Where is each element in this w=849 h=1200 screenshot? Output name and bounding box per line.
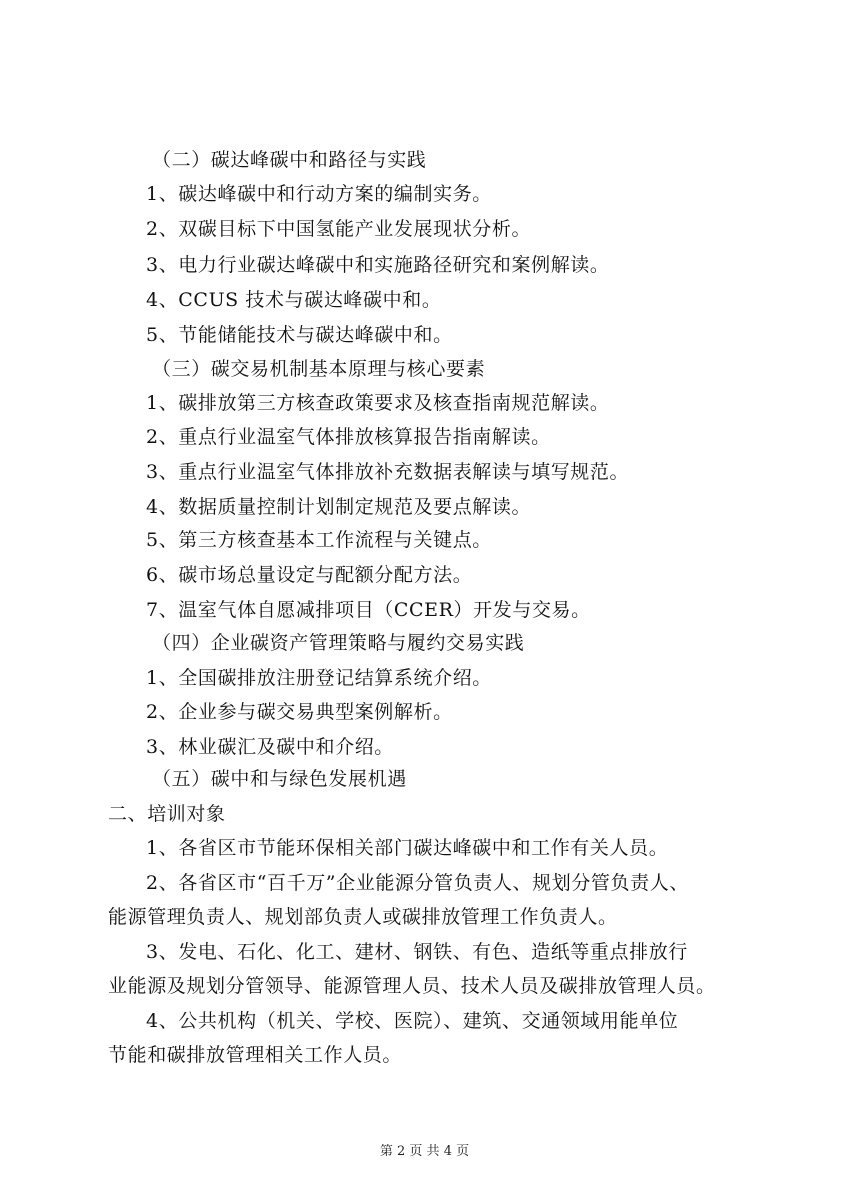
list-item: 5、第三方核查基本工作流程与关键点。 [146,529,492,551]
list-item: 3、林业碳汇及碳中和介绍。 [146,736,394,758]
subsection-heading: （四）企业碳资产管理策略与履约交易实践 [152,632,525,654]
list-item-continuation: 节能和碳排放管理相关工作人员。 [108,1044,403,1066]
list-item-continuation: 能源管理负责人、规划部负责人或碳排放管理工作负责人。 [108,906,618,928]
list-item: 1、碳达峰碳中和行动方案的编制实务。 [146,183,492,205]
list-item: 4、CCUS 技术与碳达峰碳中和。 [146,289,442,311]
page-number-footer: 第 2 页 共 4 页 [379,1144,470,1159]
section-heading: 二、培训对象 [108,803,226,825]
list-item-continuation: 业能源及规划分管领导、能源管理人员、技术人员及碳排放管理人员。 [108,975,716,997]
list-item: 2、双碳目标下中国氢能产业发展现状分析。 [146,218,532,240]
subsection-heading: （五）碳中和与绿色发展机遇 [152,768,407,790]
list-item: 6、碳市场总量设定与配额分配方法。 [146,564,473,586]
list-item: 5、节能储能技术与碳达峰碳中和。 [146,324,453,346]
list-item: 1、全国碳排放注册登记结算系统介绍。 [146,667,492,689]
list-item: 3、电力行业碳达峰碳中和实施路径研究和案例解读。 [146,254,610,276]
subsection-heading: （三）碳交易机制基本原理与核心要素 [152,358,486,380]
list-item: 1、各省区市节能环保相关部门碳达峰碳中和工作有关人员。 [146,837,669,859]
list-item: 2、各省区市“百千万”企业能源分管负责人、规划分管负责人、 [146,872,689,894]
list-item: 7、温室气体自愿减排项目（CCER）开发与交易。 [146,599,591,621]
list-item: 3、重点行业温室气体排放补充数据表解读与填写规范。 [146,461,630,483]
list-item: 4、公共机构（机关、学校、医院）、建筑、交通领域用能单位 [146,1010,679,1032]
list-item: 4、数据质量控制计划制定规范及要点解读。 [146,496,532,518]
list-item: 1、碳排放第三方核查政策要求及核查指南规范解读。 [146,392,610,414]
list-item: 2、企业参与碳交易典型案例解析。 [146,701,453,723]
list-item: 2、重点行业温室气体排放核算报告指南解读。 [146,426,551,448]
subsection-heading: （二）碳达峰碳中和路径与实践 [152,149,427,171]
list-item: 3、发电、石化、化工、建材、钢铁、有色、造纸等重点排放行 [146,941,688,963]
